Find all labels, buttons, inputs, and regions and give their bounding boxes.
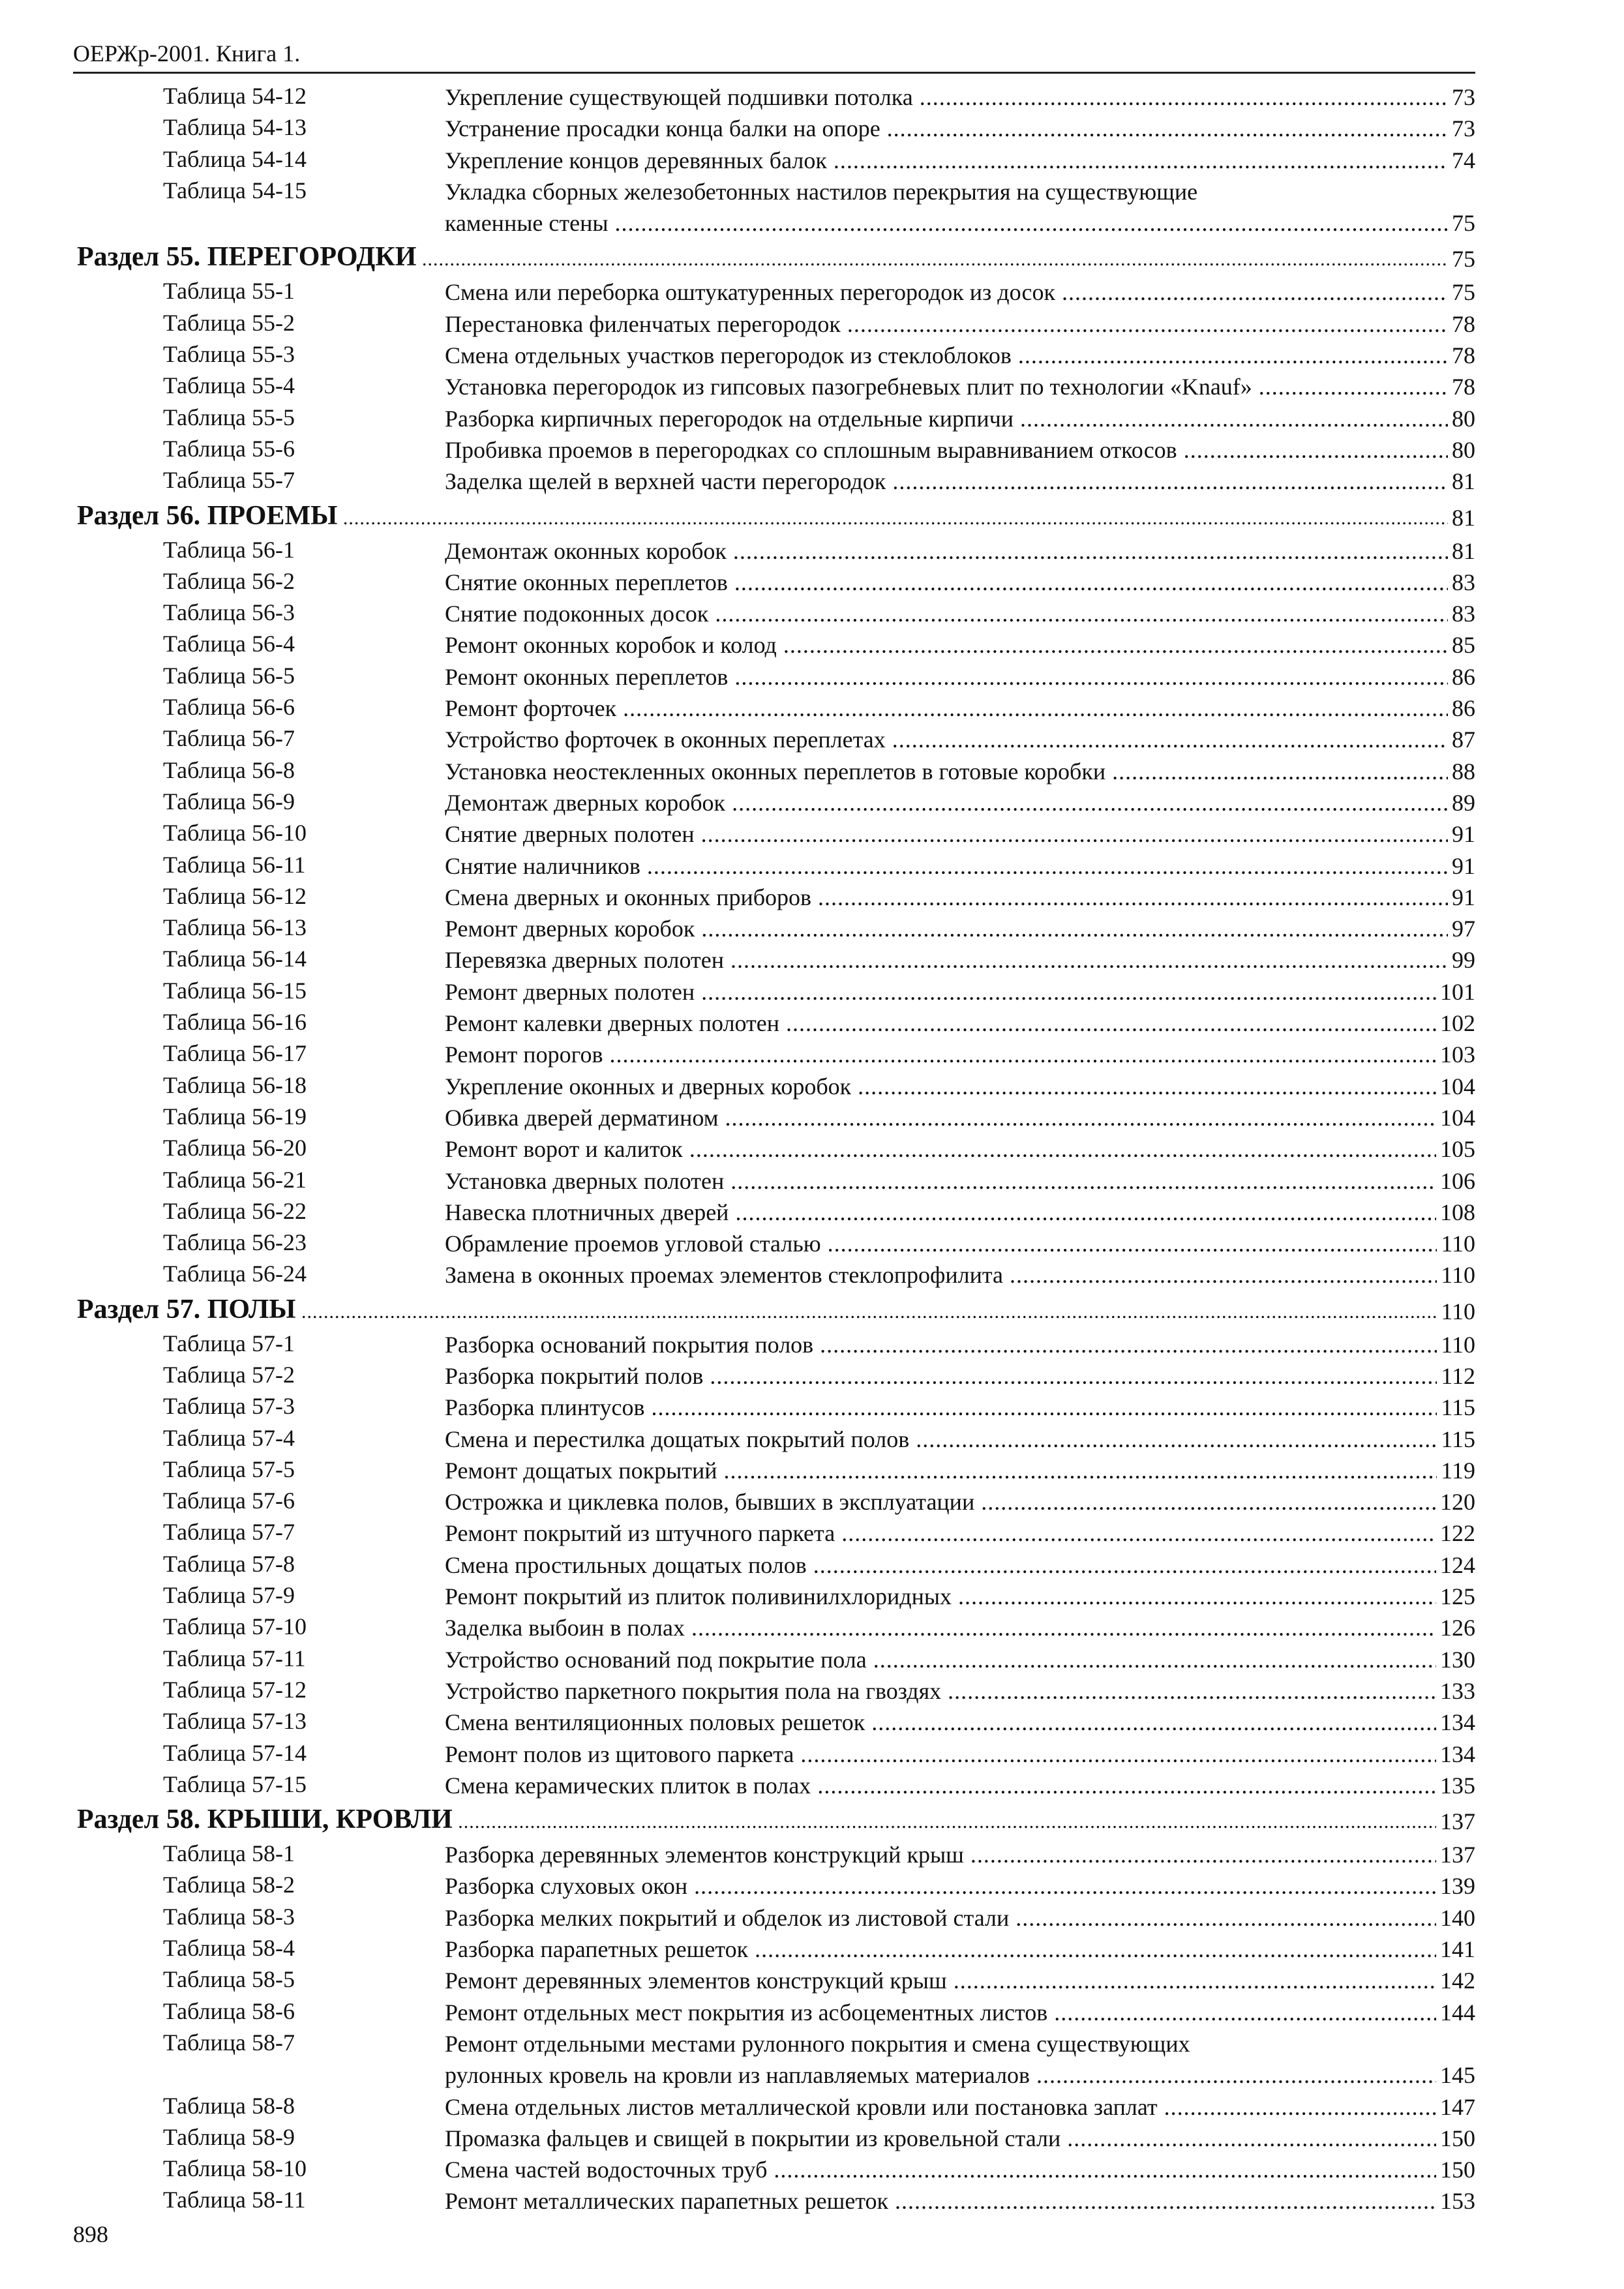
section-title: Раздел 58. КРЫШИ, КРОВЛИ ..... <box>77 1802 1475 1840</box>
toc-table-row <box>0 692 1624 723</box>
page-ref: 83 <box>1448 598 1475 629</box>
table-number: Таблица 56-12 <box>163 882 307 909</box>
toc-table-row <box>0 2153 1624 2185</box>
toc-table-row <box>0 112 1624 143</box>
table-title: Смена частей водосточных труб ..... <box>445 2154 1475 2185</box>
table-number: Таблица 58-7 <box>163 2029 295 2056</box>
table-title: Устройство оснований под покрытие пола ..... <box>445 1644 1475 1675</box>
page-ref: 122 <box>1436 1518 1475 1549</box>
table-title <box>445 176 1475 239</box>
table-title: Смена отдельных листов металлической кровли или постановка заплат ..... <box>445 2091 1475 2123</box>
toc-table-row <box>0 1165 1624 1196</box>
table-title: Разборка слуховых окон ..... <box>445 1870 1475 1902</box>
table-number: Таблица 56-21 <box>163 1166 307 1193</box>
table-number: Таблица 57-12 <box>163 1676 307 1703</box>
page-ref: 137 <box>1436 1839 1475 1870</box>
table-title: Смена простильных дощатых полов ..... <box>445 1549 1475 1581</box>
page-ref: 140 <box>1436 1902 1475 1934</box>
toc-table-row <box>0 308 1624 339</box>
toc-table-row <box>0 1933 1624 1964</box>
toc-table-row <box>0 1996 1624 2027</box>
table-number: Таблица 58-4 <box>163 1935 295 1962</box>
table-title: Устройство форточек в оконных переплетах ..... <box>445 724 1475 755</box>
toc-table-row <box>0 1706 1624 1737</box>
toc-table-row <box>0 1007 1624 1038</box>
table-title: Разборка плинтусов ..... <box>445 1392 1475 1423</box>
table-number: Таблица 56-18 <box>163 1071 307 1098</box>
table-number: Таблица 55-2 <box>163 309 295 336</box>
toc-table-row <box>0 1259 1624 1290</box>
table-number: Таблица 58-1 <box>163 1840 295 1867</box>
table-title: Ремонт дверных коробок ..... <box>445 913 1475 944</box>
table-number: Таблица 57-9 <box>163 1582 295 1609</box>
table-number: Таблица 56-16 <box>163 1009 307 1036</box>
table-title: Ремонт ворот и калиток ..... <box>445 1133 1475 1165</box>
page-ref: 78 <box>1448 340 1475 371</box>
toc-table-row <box>0 175 1624 239</box>
table-title: Устройство паркетного покрытия пола на гвоздях ..... <box>445 1675 1475 1707</box>
table-title: Снятие оконных переплетов ..... <box>445 567 1475 598</box>
table-title: Ремонт металлических парапетных решеток ..... <box>445 2185 1475 2217</box>
table-title: Смена дверных и оконных приборов ..... <box>445 882 1475 913</box>
table-number: Таблица 57-2 <box>163 1361 295 1388</box>
page-ref: 91 <box>1448 818 1475 850</box>
table-title: Смена вентиляционных половых решеток ..... <box>445 1707 1475 1738</box>
toc-table-row <box>0 1838 1624 1870</box>
table-title: Смена керамических плиток в полах ..... <box>445 1770 1475 1801</box>
table-number: Таблица 54-12 <box>163 83 307 109</box>
page-ref: 89 <box>1448 787 1475 818</box>
table-title: Ремонт дверных полотен ..... <box>445 976 1475 1008</box>
page-ref: 130 <box>1436 1644 1475 1675</box>
toc-table-row <box>0 2027 1624 2091</box>
toc-table-row <box>0 1643 1624 1675</box>
table-title: Смена отдельных участков перегородок из стеклоблоков ..... <box>445 340 1475 371</box>
table-title: Обрамление проемов угловой сталью ..... <box>445 1228 1475 1259</box>
page-ref: 139 <box>1436 1870 1475 1902</box>
table-number: Таблица 57-14 <box>163 1739 307 1766</box>
table-title: Ремонт оконных коробок и колод ..... <box>445 629 1475 661</box>
page-ref: 150 <box>1436 2154 1475 2185</box>
page-ref: 97 <box>1448 913 1475 944</box>
table-number: Таблица 56-14 <box>163 946 307 972</box>
toc-table-row <box>0 1517 1624 1548</box>
table-title: Промазка фальцев и свищей в покрытии из кровельной стали ..... <box>445 2123 1475 2154</box>
toc-table-row <box>0 818 1624 849</box>
page-number: 898 <box>73 2221 108 2247</box>
table-title-line2: каменные стены ..... <box>445 207 1475 239</box>
table-title: Смена или переборка оштукатуренных перегородок из досок ..... <box>445 277 1475 308</box>
toc-table-row <box>0 402 1624 434</box>
page-ref: 145 <box>1436 2059 1475 2091</box>
toc-table-row <box>0 912 1624 944</box>
table-number: Таблица 56-6 <box>163 694 295 721</box>
running-header: ОЕРЖр-2001. Книга 1. <box>73 40 301 67</box>
page-ref: 110 <box>1437 1228 1475 1259</box>
toc-table-row <box>0 1870 1624 1901</box>
table-title: Демонтаж оконных коробок ..... <box>445 535 1475 567</box>
toc-table-row <box>0 1196 1624 1227</box>
page-ref: 141 <box>1436 1934 1475 1965</box>
page-ref: 108 <box>1436 1197 1475 1228</box>
table-number: Таблица 58-8 <box>163 2092 295 2119</box>
table-number: Таблица 57-3 <box>163 1393 295 1420</box>
table-title <box>445 2028 1475 2091</box>
page-ref: 112 <box>1437 1360 1475 1392</box>
table-title: Демонтаж дверных коробок ..... <box>445 787 1475 818</box>
table-number: Таблица 57-4 <box>163 1424 295 1451</box>
table-number: Таблица 55-6 <box>163 435 295 462</box>
table-number: Таблица 57-7 <box>163 1519 295 1546</box>
page-ref: 126 <box>1436 1612 1475 1643</box>
page-ref: 104 <box>1436 1102 1475 1133</box>
table-number: Таблица 56-2 <box>163 567 295 594</box>
page-ref: 81 <box>1448 535 1475 567</box>
page-ref: 85 <box>1448 629 1475 661</box>
toc-table-row <box>0 1738 1624 1769</box>
toc-table-row <box>0 1580 1624 1611</box>
table-number: Таблица 55-3 <box>163 341 295 368</box>
table-number: Таблица 57-5 <box>163 1456 295 1482</box>
table-title: Устранение просадки конца балки на опоре ..... <box>445 113 1475 144</box>
page-ref: 137 <box>1436 1806 1475 1837</box>
section-title: Раздел 56. ПРОЕМЫ ..... <box>77 498 1475 536</box>
table-title: Острожка и циклевка полов, бывших в эксплуатации ..... <box>445 1486 1475 1518</box>
table-title: Ремонт калевки дверных полотен ..... <box>445 1008 1475 1039</box>
table-number: Таблица 56-10 <box>163 820 307 846</box>
toc-table-row <box>0 339 1624 370</box>
table-title: Ремонт покрытий из штучного паркета ..... <box>445 1518 1475 1549</box>
page-ref: 134 <box>1436 1707 1475 1738</box>
page-ref: 86 <box>1448 661 1475 693</box>
table-title: Пробивка проемов в перегородках со сплошным выравниванием откосов ..... <box>445 434 1475 466</box>
table-title: Укрепление концов деревянных балок ..... <box>445 145 1475 176</box>
page-ref: 110 <box>1437 1329 1475 1360</box>
toc-table-row <box>0 944 1624 975</box>
table-number: Таблица 56-13 <box>163 914 307 941</box>
table-number: Таблица 58-3 <box>163 1903 295 1930</box>
table-title: Ремонт деревянных элементов конструкций крыш ..... <box>445 1965 1475 1996</box>
toc-table-row <box>0 850 1624 881</box>
toc-table-row <box>0 1769 1624 1801</box>
page-ref: 99 <box>1448 944 1475 976</box>
page-ref: 87 <box>1448 724 1475 755</box>
table-number: Таблица 57-15 <box>163 1771 307 1797</box>
table-title: Замена в оконных проемах элементов стеклопрофилита ..... <box>445 1259 1475 1291</box>
table-number: Таблица 56-3 <box>163 599 295 626</box>
page-ref: 115 <box>1437 1392 1475 1423</box>
table-title: Ремонт форточек ..... <box>445 693 1475 724</box>
toc-section-row <box>0 1291 1624 1328</box>
toc-table-row <box>0 370 1624 402</box>
table-number: Таблица 55-4 <box>163 372 295 399</box>
toc-table-row <box>0 434 1624 465</box>
page-ref: 83 <box>1448 567 1475 598</box>
toc-table-row <box>0 144 1624 175</box>
table-number: Таблица 58-10 <box>163 2155 307 2182</box>
table-title-line1: Укладка сборных железобетонных настилов перекрытия на существующие <box>445 178 1198 205</box>
page-ref: 73 <box>1448 82 1475 113</box>
toc-table-row <box>0 1038 1624 1070</box>
page-ref: 80 <box>1448 403 1475 434</box>
table-title: Укрепление существующей подшивки потолка ..... <box>445 82 1475 113</box>
table-title: Укрепление оконных и дверных коробок ..... <box>445 1071 1475 1102</box>
table-title: Разборка мелких покрытий и обделок из листовой стали ..... <box>445 1902 1475 1934</box>
table-number: Таблица 56-5 <box>163 662 295 689</box>
page-ref: 106 <box>1436 1165 1475 1197</box>
table-title: Ремонт порогов ..... <box>445 1039 1475 1070</box>
toc-table-row <box>0 755 1624 786</box>
page-ref: 150 <box>1436 2123 1475 2154</box>
table-number: Таблица 56-11 <box>163 851 306 878</box>
page-ref: 80 <box>1448 434 1475 466</box>
toc-table-row <box>0 1611 1624 1643</box>
table-title: Снятие наличников ..... <box>445 850 1475 882</box>
section-title: Раздел 57. ПОЛЫ ..... <box>77 1292 1475 1330</box>
table-number: Таблица 56-1 <box>163 536 295 563</box>
page-ref: 115 <box>1437 1424 1475 1455</box>
table-number: Таблица 57-1 <box>163 1330 295 1356</box>
toc-table-row <box>0 1360 1624 1391</box>
page-ref: 135 <box>1436 1770 1475 1801</box>
table-number: Таблица 57-13 <box>163 1708 307 1735</box>
table-title: Перевязка дверных полотен ..... <box>445 944 1475 976</box>
toc-table-row <box>0 723 1624 755</box>
table-title: Ремонт оконных переплетов ..... <box>445 661 1475 693</box>
page-ref: 102 <box>1436 1008 1475 1039</box>
toc-table-row <box>0 661 1624 692</box>
page-ref: 75 <box>1448 207 1475 239</box>
toc-table-row <box>0 535 1624 566</box>
table-title: Установка неостекленных оконных переплетов в готовые коробки ..... <box>445 756 1475 787</box>
page-ref: 125 <box>1436 1581 1475 1612</box>
table-number: Таблица 56-8 <box>163 756 295 783</box>
toc-table-row <box>0 629 1624 660</box>
table-title: Обивка дверей дерматином ..... <box>445 1102 1475 1133</box>
toc-table-row <box>0 1328 1624 1360</box>
table-number: Таблица 56-19 <box>163 1103 307 1130</box>
table-title: Снятие дверных полотен ..... <box>445 818 1475 850</box>
table-number: Таблица 56-4 <box>163 631 295 657</box>
toc-table-row <box>0 566 1624 597</box>
toc-table-row <box>0 2091 1624 2122</box>
toc-table-row <box>0 2185 1624 2216</box>
toc-table-row <box>0 276 1624 307</box>
page-ref: 88 <box>1448 756 1475 787</box>
toc-table-row <box>0 2122 1624 2153</box>
table-number: Таблица 58-5 <box>163 1966 295 1993</box>
table-number: Таблица 56-23 <box>163 1229 307 1256</box>
table-title: Навеска плотничных дверей ..... <box>445 1197 1475 1228</box>
page-ref: 142 <box>1436 1965 1475 1996</box>
toc-table-row <box>0 1486 1624 1517</box>
page-ref: 134 <box>1436 1739 1475 1770</box>
toc-table-row <box>0 1391 1624 1422</box>
toc-table-row <box>0 1133 1624 1164</box>
page-ref: 73 <box>1448 113 1475 144</box>
page-ref: 104 <box>1436 1071 1475 1102</box>
table-number: Таблица 58-6 <box>163 1997 295 2024</box>
toc-table-row <box>0 1070 1624 1101</box>
table-number: Таблица 55-5 <box>163 404 295 430</box>
toc-table-row <box>0 1423 1624 1454</box>
toc-table-row <box>0 1549 1624 1580</box>
table-number: Таблица 56-9 <box>163 788 295 815</box>
page-ref: 78 <box>1448 371 1475 402</box>
toc-section-row <box>0 238 1624 276</box>
page-ref: 147 <box>1436 2091 1475 2123</box>
table-number: Таблица 54-14 <box>163 145 307 172</box>
table-number: Таблица 55-7 <box>163 467 295 494</box>
toc-table-row <box>0 976 1624 1007</box>
table-number: Таблица 56-15 <box>163 977 307 1004</box>
table-title: Ремонт полов из щитового паркета ..... <box>445 1739 1475 1770</box>
page-ref: 124 <box>1436 1549 1475 1581</box>
page-ref: 101 <box>1436 976 1475 1008</box>
table-title: Разборка деревянных элементов конструкций крыш ..... <box>445 1839 1475 1870</box>
toc-table-row <box>0 1902 1624 1933</box>
table-number: Таблица 57-10 <box>163 1613 307 1640</box>
table-number: Таблица 54-15 <box>163 177 307 203</box>
page-ref: 74 <box>1448 145 1475 176</box>
table-title: Ремонт покрытий из плиток поливинилхлоридных ..... <box>445 1581 1475 1612</box>
section-title: Раздел 55. ПЕРЕГОРОДКИ ..... <box>77 239 1475 277</box>
table-number: Таблица 58-11 <box>163 2187 306 2213</box>
page-ref: 78 <box>1448 308 1475 340</box>
toc-table-row <box>0 1227 1624 1259</box>
table-number: Таблица 56-24 <box>163 1261 307 1287</box>
table-title: Разборка парапетных решеток ..... <box>445 1934 1475 1965</box>
table-of-contents <box>0 81 1624 2217</box>
page-ref: 91 <box>1448 882 1475 913</box>
page-ref: 86 <box>1448 693 1475 724</box>
table-number: Таблица 57-11 <box>163 1645 306 1671</box>
table-number: Таблица 58-9 <box>163 2123 295 2150</box>
page-ref: 144 <box>1436 1997 1475 2028</box>
table-number: Таблица 54-13 <box>163 114 307 141</box>
toc-table-row <box>0 597 1624 629</box>
page-ref: 105 <box>1436 1133 1475 1165</box>
table-title: Разборка оснований покрытия полов ..... <box>445 1329 1475 1360</box>
table-number: Таблица 58-2 <box>163 1872 295 1898</box>
page-ref: 75 <box>1448 277 1475 308</box>
table-title: Установка перегородок из гипсовых пазогребневых плит по технологии «Knauf» ..... <box>445 371 1475 402</box>
page-ref: 133 <box>1436 1675 1475 1707</box>
table-title-line1: Ремонт отдельными местами рулонного покрытия и смена существующих <box>445 2030 1190 2057</box>
toc-table-row <box>0 81 1624 112</box>
toc-table-row <box>0 465 1624 496</box>
table-title: Заделка выбоин в полах ..... <box>445 1612 1475 1643</box>
header-rule <box>73 72 1475 74</box>
table-title: Заделка щелей в верхней части перегородок ..... <box>445 466 1475 497</box>
table-title: Снятие подоконных досок ..... <box>445 598 1475 629</box>
page-ref: 81 <box>1448 466 1475 497</box>
toc-section-row <box>0 1801 1624 1838</box>
page-ref: 110 <box>1437 1259 1475 1291</box>
table-number: Таблица 57-6 <box>163 1488 295 1514</box>
table-number: Таблица 56-22 <box>163 1197 307 1224</box>
toc-table-row <box>0 786 1624 818</box>
page-ref: 110 <box>1437 1296 1475 1327</box>
table-number: Таблица 55-1 <box>163 278 295 305</box>
toc-table-row <box>0 1675 1624 1706</box>
table-number: Таблица 57-8 <box>163 1550 295 1577</box>
toc-table-row <box>0 1101 1624 1133</box>
table-title: Смена и перестилка дощатых покрытий полов ..... <box>445 1424 1475 1455</box>
toc-table-row <box>0 1454 1624 1486</box>
page-ref: 75 <box>1448 243 1475 275</box>
table-title-line2: рулонных кровель на кровли из наплавляемых материалов ..... <box>445 2059 1475 2091</box>
table-title: Ремонт дощатых покрытий ..... <box>445 1455 1475 1486</box>
page-ref: 119 <box>1437 1455 1475 1486</box>
toc-table-row <box>0 881 1624 912</box>
table-number: Таблица 56-17 <box>163 1040 307 1067</box>
page-ref: 153 <box>1436 2185 1475 2217</box>
table-title: Перестановка филенчатых перегородок ..... <box>445 308 1475 340</box>
toc-table-row <box>0 1964 1624 1996</box>
table-number: Таблица 56-20 <box>163 1135 307 1161</box>
table-title: Установка дверных полотен ..... <box>445 1165 1475 1197</box>
table-number: Таблица 56-7 <box>163 725 295 752</box>
page-ref: 91 <box>1448 850 1475 882</box>
toc-section-row <box>0 497 1624 535</box>
table-title: Ремонт отдельных мест покрытия из асбоцементных листов ..... <box>445 1997 1475 2028</box>
page-ref: 120 <box>1436 1486 1475 1518</box>
page-ref: 81 <box>1448 502 1475 533</box>
page-ref: 103 <box>1436 1039 1475 1070</box>
table-title: Разборка кирпичных перегородок на отдельные кирпичи ..... <box>445 403 1475 434</box>
table-title: Разборка покрытий полов ..... <box>445 1360 1475 1392</box>
